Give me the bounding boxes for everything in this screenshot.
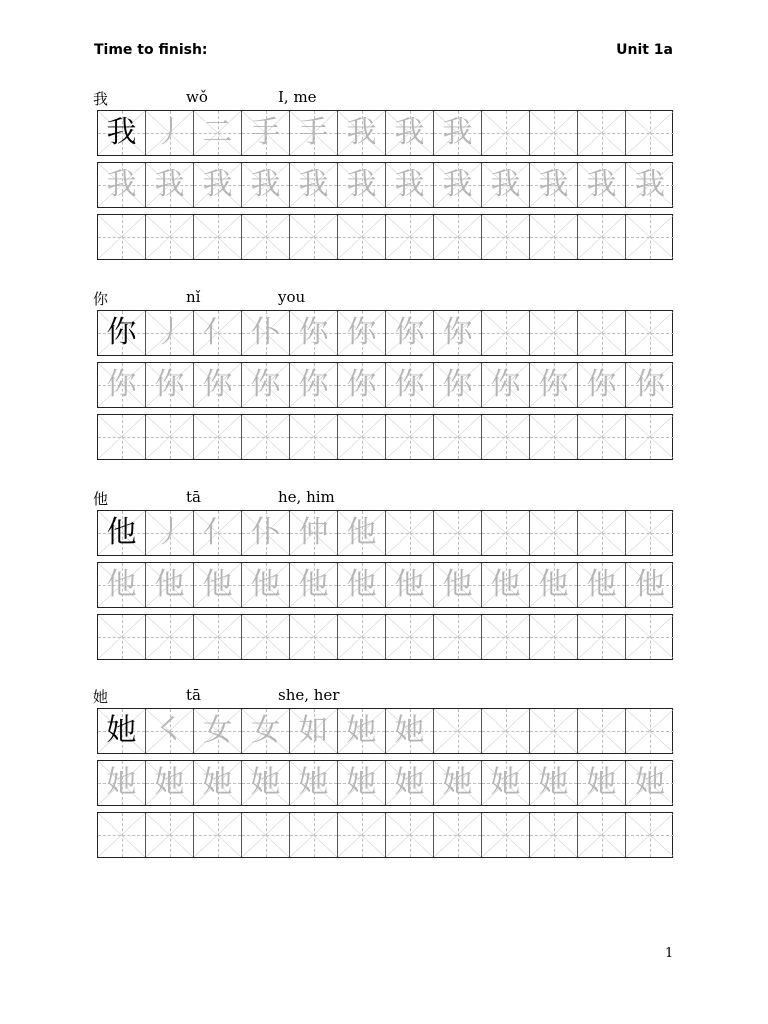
section-meaning: I, me: [278, 88, 317, 106]
writing-cell: [578, 563, 626, 607]
writing-cell: [482, 761, 530, 805]
writing-cell[interactable]: [290, 813, 338, 857]
trace-glyph: 我: [490, 167, 521, 202]
writing-cell[interactable]: [338, 215, 386, 259]
stroke-step-glyph: ㇛: [154, 713, 185, 748]
trace-row: [97, 162, 673, 208]
trace-glyph: 她: [106, 765, 137, 800]
trace-glyph: 你: [538, 367, 569, 402]
stroke-order-row: [97, 510, 673, 556]
writing-cell: [98, 311, 146, 355]
trace-glyph: 他: [346, 567, 377, 602]
practice-row: [97, 214, 673, 260]
writing-cell: [434, 363, 482, 407]
writing-cell: [578, 511, 626, 555]
practice-row: [97, 414, 673, 460]
section-meaning: he, him: [278, 488, 335, 506]
trace-glyph: 他: [538, 567, 569, 602]
writing-cell: [626, 363, 674, 407]
section-character: 他: [93, 490, 109, 508]
writing-cell: [98, 709, 146, 753]
writing-cell: [98, 563, 146, 607]
section-meaning: you: [278, 288, 306, 306]
writing-cell: [434, 563, 482, 607]
writing-cell: [194, 761, 242, 805]
writing-cell: [434, 111, 482, 155]
stroke-order-row: [97, 310, 673, 356]
model-character: 你: [106, 315, 137, 350]
writing-cell[interactable]: [194, 813, 242, 857]
trace-glyph: 我: [586, 167, 617, 202]
trace-glyph: 她: [586, 765, 617, 800]
writing-cell: [434, 761, 482, 805]
writing-cell: [482, 709, 530, 753]
writing-cell: [578, 311, 626, 355]
model-character: 他: [106, 515, 137, 550]
stroke-step-glyph: 仆: [250, 315, 281, 350]
writing-cell: [386, 709, 434, 753]
writing-cell[interactable]: [146, 415, 194, 459]
section-character: 你: [93, 290, 109, 308]
writing-cell: [290, 163, 338, 207]
section-pinyin: wǒ: [186, 88, 208, 106]
writing-cell: [338, 163, 386, 207]
writing-cell: [242, 709, 290, 753]
trace-glyph: 我: [538, 167, 569, 202]
writing-cell[interactable]: [194, 415, 242, 459]
writing-cell: [194, 163, 242, 207]
writing-cell: [434, 163, 482, 207]
character-section: [93, 88, 675, 266]
writing-cell: [146, 111, 194, 155]
trace-glyph: 她: [635, 765, 665, 800]
trace-glyph: 你: [635, 367, 665, 402]
trace-glyph: 他: [250, 567, 281, 602]
writing-cell: [578, 363, 626, 407]
stroke-step-glyph: 亻: [202, 515, 233, 550]
writing-cell: [530, 563, 578, 607]
writing-cell: [626, 511, 674, 555]
character-section: [93, 686, 675, 864]
section-character: 我: [93, 90, 109, 108]
writing-cell: [530, 511, 578, 555]
writing-cell: [626, 563, 674, 607]
writing-cell: [482, 511, 530, 555]
trace-glyph: 我: [202, 167, 233, 202]
writing-cell: [242, 363, 290, 407]
trace-glyph: 他: [490, 567, 521, 602]
writing-cell[interactable]: [386, 813, 434, 857]
writing-cell[interactable]: [242, 615, 290, 659]
writing-cell: [242, 163, 290, 207]
trace-glyph: 你: [490, 367, 521, 402]
writing-cell: [386, 511, 434, 555]
stroke-step-glyph: 女: [250, 713, 281, 748]
writing-cell[interactable]: [626, 215, 674, 259]
stroke-step-glyph: 她: [346, 713, 377, 748]
writing-cell: [338, 709, 386, 753]
trace-glyph: 你: [586, 367, 617, 402]
stroke-order-row: [97, 708, 673, 754]
writing-cell[interactable]: [530, 415, 578, 459]
trace-glyph: 你: [154, 367, 185, 402]
trace-glyph: 他: [635, 567, 665, 602]
stroke-step-glyph: 丿: [154, 515, 185, 550]
writing-cell[interactable]: [98, 813, 146, 857]
stroke-step-glyph: 我: [442, 115, 473, 150]
writing-cell: [242, 311, 290, 355]
writing-cell[interactable]: [626, 813, 674, 857]
trace-glyph: 你: [250, 367, 281, 402]
trace-glyph: 你: [298, 367, 329, 402]
section-pinyin: tā: [186, 686, 201, 704]
stroke-step-glyph: 二: [202, 115, 233, 150]
writing-cell: [434, 311, 482, 355]
trace-glyph: 我: [442, 167, 473, 202]
writing-cell[interactable]: [386, 615, 434, 659]
writing-cell[interactable]: [434, 615, 482, 659]
stroke-step-glyph: 你: [346, 315, 377, 350]
writing-cell[interactable]: [530, 615, 578, 659]
writing-cell: [482, 163, 530, 207]
page-number: 1: [665, 946, 674, 961]
writing-cell[interactable]: [146, 215, 194, 259]
writing-cell[interactable]: [434, 813, 482, 857]
writing-cell: [386, 311, 434, 355]
writing-cell[interactable]: [434, 215, 482, 259]
writing-cell: [146, 311, 194, 355]
writing-cell[interactable]: [290, 615, 338, 659]
character-section: [93, 488, 675, 666]
writing-cell: [290, 563, 338, 607]
writing-cell: [194, 511, 242, 555]
writing-cell: [578, 111, 626, 155]
trace-glyph: 她: [442, 765, 473, 800]
writing-cell[interactable]: [290, 415, 338, 459]
writing-cell: [338, 311, 386, 355]
trace-glyph: 他: [442, 567, 473, 602]
writing-cell: [242, 761, 290, 805]
writing-cell[interactable]: [242, 415, 290, 459]
writing-cell: [146, 563, 194, 607]
character-section: [93, 288, 675, 466]
trace-glyph: 他: [394, 567, 425, 602]
trace-glyph: 我: [106, 167, 137, 202]
writing-cell: [98, 163, 146, 207]
writing-cell: [434, 709, 482, 753]
trace-glyph: 我: [154, 167, 185, 202]
stroke-step-glyph: 手: [250, 115, 281, 150]
stroke-step-glyph: 仲: [298, 515, 329, 550]
writing-cell: [530, 163, 578, 207]
writing-cell: [290, 709, 338, 753]
writing-cell: [194, 709, 242, 753]
writing-cell: [578, 163, 626, 207]
writing-cell: [482, 563, 530, 607]
model-character: 她: [106, 713, 137, 748]
writing-cell: [194, 311, 242, 355]
unit-label: Unit 1a: [616, 42, 673, 58]
trace-glyph: 你: [202, 367, 233, 402]
stroke-step-glyph: 丿: [154, 315, 185, 350]
writing-cell[interactable]: [242, 215, 290, 259]
writing-cell: [530, 709, 578, 753]
trace-glyph: 你: [346, 367, 377, 402]
writing-cell[interactable]: [626, 615, 674, 659]
trace-glyph: 他: [586, 567, 617, 602]
writing-cell: [338, 563, 386, 607]
writing-cell: [98, 363, 146, 407]
trace-glyph: 我: [298, 167, 329, 202]
writing-cell: [386, 111, 434, 155]
trace-glyph: 她: [202, 765, 233, 800]
writing-cell: [242, 563, 290, 607]
writing-cell: [482, 363, 530, 407]
writing-cell[interactable]: [434, 415, 482, 459]
writing-cell[interactable]: [530, 813, 578, 857]
writing-cell: [530, 363, 578, 407]
trace-glyph: 她: [346, 765, 377, 800]
section-character: 她: [93, 688, 109, 706]
trace-glyph: 你: [442, 367, 473, 402]
writing-cell: [626, 709, 674, 753]
writing-cell: [386, 163, 434, 207]
writing-cell: [146, 709, 194, 753]
writing-cell[interactable]: [338, 615, 386, 659]
trace-glyph: 我: [394, 167, 425, 202]
writing-cell[interactable]: [338, 813, 386, 857]
stroke-order-row: [97, 110, 673, 156]
writing-cell[interactable]: [194, 615, 242, 659]
section-label: [93, 88, 675, 110]
section-pinyin: nǐ: [186, 288, 201, 306]
trace-glyph: 她: [298, 765, 329, 800]
writing-cell[interactable]: [482, 813, 530, 857]
writing-cell: [338, 511, 386, 555]
practice-row: [97, 812, 673, 858]
writing-cell: [146, 163, 194, 207]
writing-cell: [338, 761, 386, 805]
writing-cell: [194, 111, 242, 155]
writing-cell: [146, 363, 194, 407]
model-character: 我: [106, 115, 137, 150]
writing-cell: [98, 511, 146, 555]
writing-cell[interactable]: [578, 813, 626, 857]
trace-glyph: 她: [394, 765, 425, 800]
writing-cell: [290, 311, 338, 355]
writing-cell[interactable]: [482, 215, 530, 259]
trace-glyph: 他: [154, 567, 185, 602]
writing-cell: [530, 761, 578, 805]
trace-row: [97, 760, 673, 806]
section-label: [93, 488, 675, 510]
writing-cell: [530, 311, 578, 355]
writing-cell[interactable]: [98, 215, 146, 259]
writing-cell: [290, 111, 338, 155]
time-to-finish-label: Time to finish:: [94, 42, 208, 58]
stroke-step-glyph: 你: [298, 315, 329, 350]
writing-cell: [578, 761, 626, 805]
writing-cell: [242, 511, 290, 555]
trace-glyph: 她: [490, 765, 521, 800]
writing-cell: [146, 511, 194, 555]
writing-cell: [386, 363, 434, 407]
writing-cell[interactable]: [482, 415, 530, 459]
writing-cell[interactable]: [290, 215, 338, 259]
writing-cell: [338, 111, 386, 155]
writing-cell[interactable]: [242, 813, 290, 857]
stroke-step-glyph: 手: [298, 115, 329, 150]
practice-row: [97, 614, 673, 660]
trace-glyph: 我: [635, 167, 665, 202]
trace-glyph: 他: [298, 567, 329, 602]
writing-cell: [338, 363, 386, 407]
writing-cell[interactable]: [386, 215, 434, 259]
trace-glyph: 你: [106, 367, 137, 402]
writing-cell[interactable]: [386, 415, 434, 459]
trace-glyph: 我: [250, 167, 281, 202]
writing-cell[interactable]: [146, 615, 194, 659]
stroke-step-glyph: 丿: [154, 115, 185, 150]
stroke-step-glyph: 如: [298, 713, 329, 748]
writing-cell[interactable]: [578, 215, 626, 259]
trace-glyph: 你: [394, 367, 425, 402]
trace-glyph: 她: [250, 765, 281, 800]
writing-cell: [98, 761, 146, 805]
trace-glyph: 她: [538, 765, 569, 800]
writing-cell: [242, 111, 290, 155]
writing-cell[interactable]: [482, 615, 530, 659]
writing-cell: [626, 761, 674, 805]
trace-glyph: 他: [202, 567, 233, 602]
trace-row: [97, 562, 673, 608]
stroke-step-glyph: 我: [346, 115, 377, 150]
writing-cell[interactable]: [578, 415, 626, 459]
writing-cell: [578, 709, 626, 753]
writing-cell[interactable]: [578, 615, 626, 659]
writing-cell: [386, 761, 434, 805]
stroke-step-glyph: 你: [442, 315, 473, 350]
section-label: [93, 288, 675, 310]
writing-cell: [482, 311, 530, 355]
writing-cell: [386, 563, 434, 607]
stroke-step-glyph: 你: [394, 315, 425, 350]
section-pinyin: tā: [186, 488, 201, 506]
writing-cell[interactable]: [98, 415, 146, 459]
writing-cell: [626, 111, 674, 155]
writing-cell: [290, 511, 338, 555]
writing-cell: [482, 111, 530, 155]
writing-cell: [434, 511, 482, 555]
section-label: [93, 686, 675, 708]
stroke-step-glyph: 女: [202, 713, 233, 748]
writing-cell[interactable]: [98, 615, 146, 659]
section-meaning: she, her: [278, 686, 340, 704]
writing-cell: [290, 761, 338, 805]
writing-cell[interactable]: [338, 415, 386, 459]
writing-cell[interactable]: [194, 215, 242, 259]
trace-glyph: 她: [154, 765, 185, 800]
writing-cell: [626, 311, 674, 355]
stroke-step-glyph: 他: [346, 515, 377, 550]
stroke-step-glyph: 亻: [202, 315, 233, 350]
writing-cell: [194, 363, 242, 407]
writing-cell: [98, 111, 146, 155]
stroke-step-glyph: 她: [394, 713, 425, 748]
trace-row: [97, 362, 673, 408]
stroke-step-glyph: 我: [394, 115, 425, 150]
writing-cell: [530, 111, 578, 155]
writing-cell: [146, 761, 194, 805]
writing-cell[interactable]: [530, 215, 578, 259]
writing-cell: [626, 163, 674, 207]
writing-cell: [290, 363, 338, 407]
stroke-step-glyph: 仆: [250, 515, 281, 550]
trace-glyph: 他: [106, 567, 137, 602]
writing-cell[interactable]: [626, 415, 674, 459]
trace-glyph: 我: [346, 167, 377, 202]
writing-cell[interactable]: [146, 813, 194, 857]
writing-cell: [194, 563, 242, 607]
